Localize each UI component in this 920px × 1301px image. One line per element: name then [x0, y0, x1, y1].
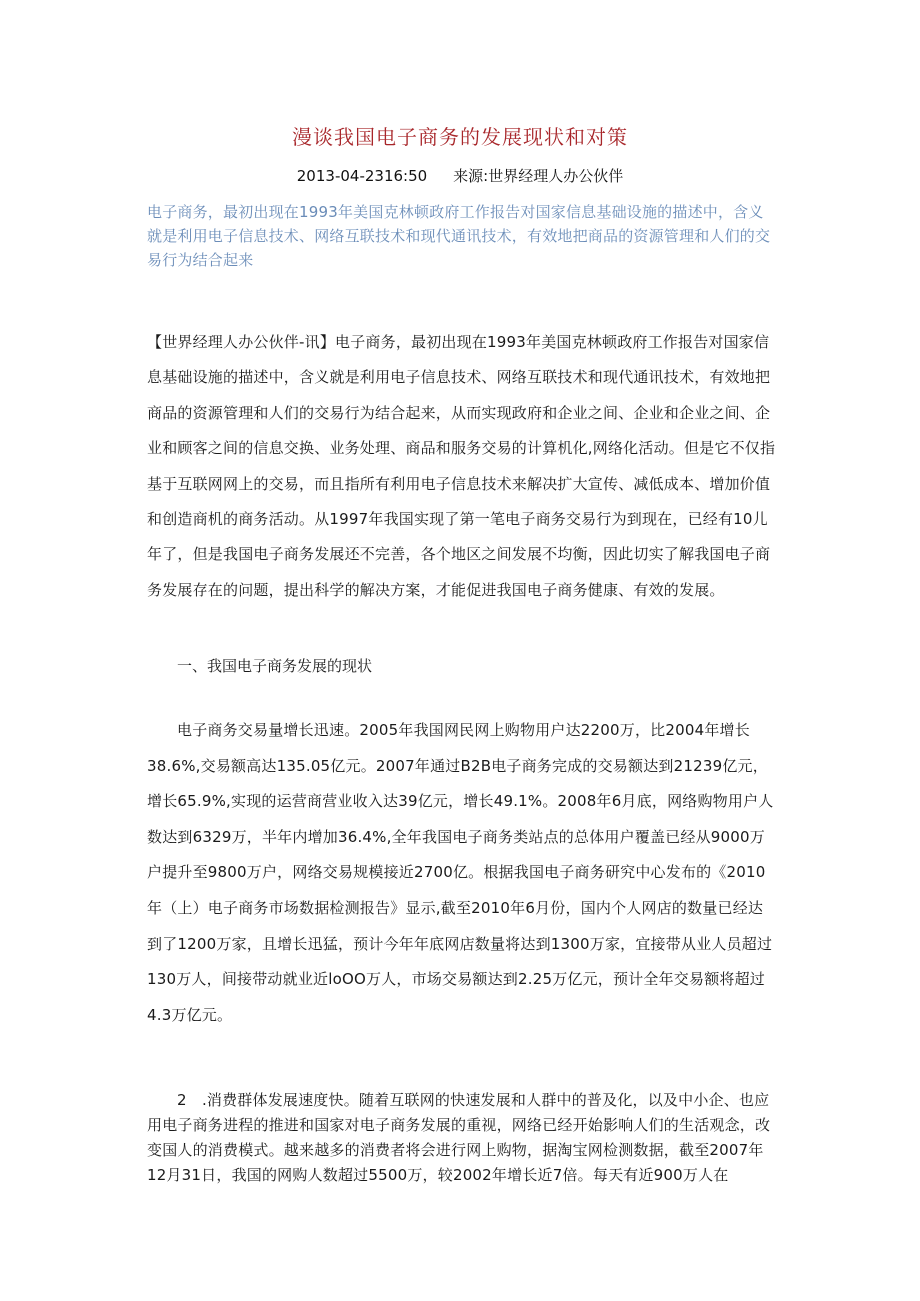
article-source: 来源:世界经理人办公伙伴 [453, 167, 624, 185]
body-paragraph-1: 电子商务交易量增长迅速。2005年我国网民网上购物用户达2200万，比2004年增长38.6%,交易额高达135.05亿元。2007年通过B2B电子商务完成的交易额达到21239亿元，增长65.9%,实现的运营商营业收入达39亿元，增长49.1%。2008年6月底，网络购物用户人数达到6329万，半年内增加36.4%,全年我国电子商务类站点的总体用户覆盖已经从9000万户提升至9800万户，网络交易规模接近2700亿。根据我国电子商务研究中心发布的《2010年（上）电子商务市场数据检测报告》显示,截至2010年6月份，国内个人网店的数量已经达到了1200万家，且增长迅猛，预计今年年底网店数量将达到1300万家，宜接带从业人员超过130万人，间接带动就业近loOO万人，市场交易额达到2.25万亿元，预计全年交易额将超过4.3万亿元。 [147, 721, 774, 1024]
intro-paragraph: 【世界经理人办公伙伴-讯】电子商务，最初出现在1993年美国克林顿政府工作报告对国家信息基础设施的描述中，含义就是利用电子信息技术、网络互联技术和现代通讯技术，有效地把商品的资源管理和人们的交易行为结合起来，从而实现政府和企业之间、企业和企业之间、企业和顾客之间的信息交换、业务处理、商品和服务交易的计算机化,网络化活动。但是它不仅指基于互联网网上的交易，而且指所有利用电子信息技术来解决扩大宣传、减低成本、增加价值和创造商机的商务活动。从1997年我国实现了第一笔电子商务交易行为到现在，已经有10儿年了，但是我国电子商务发展还不完善，各个地区之间发展不均衡，因此切实了解我国电子商务发展存在的问题，提出科学的解决方案，才能促进我国电子商务健康、有效的发展。 [147, 333, 776, 599]
section-heading: 一、我国电子商务发展的现状 [177, 657, 373, 675]
article-meta [0, 165, 920, 186]
publish-date: 2013-04-2316:50 [296, 167, 428, 185]
body-paragraph-2: 2 .消费群体发展速度快。随着互联网的快速发展和人群中的普及化，以及中小企、也应用电子商务进程的推进和国家对电子商务发展的重视，网络已经开始影响人们的生活观念，改变国人的消费模式。越来越多的消费者将会进行网上购物，据淘宝网检测数据，截至2007年12月31日，我国的网购人数超过5500万，较2002年增长近7倍。每天有近900万人在 [147, 1091, 771, 1184]
article-summary: 电子商务，最初出现在1993年美国克林顿政府工作报告对国家信息基础设施的描述中，含义就是利用电子信息技术、网络互联技术和现代通讯技术，有效地把商品的资源管理和人们的交易行为结合起来 [147, 203, 771, 269]
article-title: 漫谈我国电子商务的发展现状和对策 [292, 125, 628, 149]
